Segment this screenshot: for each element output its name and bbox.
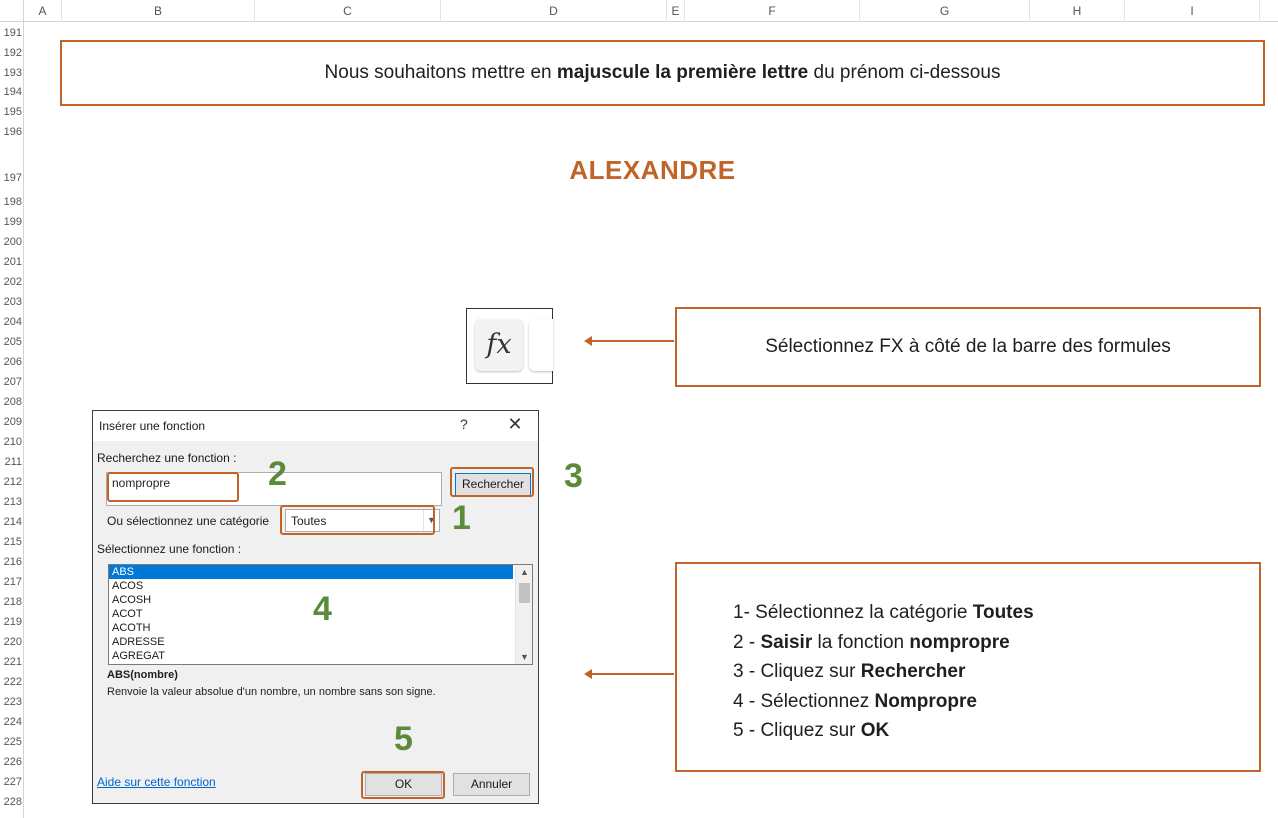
row-number[interactable]: 223 bbox=[3, 696, 22, 708]
row-number[interactable]: 208 bbox=[3, 396, 22, 408]
row-number[interactable]: 200 bbox=[3, 236, 22, 248]
step-text: 4 - Sélectionnez bbox=[733, 690, 875, 712]
row-number[interactable]: 193 bbox=[3, 67, 22, 79]
column-header-c[interactable]: C bbox=[255, 0, 441, 22]
highlight-search-button bbox=[450, 467, 534, 497]
row-number[interactable]: 222 bbox=[3, 676, 22, 688]
search-button[interactable]: Rechercher bbox=[455, 473, 531, 496]
row-number[interactable]: 227 bbox=[3, 776, 22, 788]
step-bold: Nompropre bbox=[874, 690, 977, 712]
column-header-bar bbox=[0, 0, 1278, 22]
close-icon[interactable]: ✕ bbox=[507, 414, 523, 434]
list-item[interactable]: ACOT bbox=[112, 608, 143, 620]
column-header-d[interactable]: D bbox=[441, 0, 667, 22]
step-bold: Toutes bbox=[972, 602, 1034, 623]
scroll-up-icon[interactable]: ▲ bbox=[520, 567, 529, 577]
scroll-down-icon[interactable]: ▼ bbox=[520, 652, 529, 662]
column-header-h[interactable]: H bbox=[1030, 0, 1125, 22]
step-text: 2 - bbox=[733, 631, 761, 653]
search-value: nompropre bbox=[112, 476, 171, 490]
select-all-corner[interactable] bbox=[0, 0, 24, 22]
row-number[interactable]: 216 bbox=[3, 556, 22, 568]
row-number[interactable]: 225 bbox=[3, 736, 22, 748]
ok-button[interactable]: OK bbox=[365, 773, 442, 796]
list-item[interactable]: ACOS bbox=[112, 580, 144, 592]
highlight-search-input bbox=[107, 472, 239, 502]
chevron-down-icon[interactable]: ▼ bbox=[423, 510, 439, 531]
functions-label: Sélectionnez une fonction : bbox=[97, 542, 242, 556]
row-number[interactable]: 191 bbox=[3, 27, 22, 39]
help-icon[interactable]: ? bbox=[460, 416, 468, 432]
step-item bbox=[733, 657, 1034, 687]
steps-box bbox=[675, 562, 1261, 772]
row-number[interactable]: 194 bbox=[3, 86, 22, 98]
arrow-left-icon bbox=[586, 340, 674, 342]
category-label: Ou sélectionnez une catégorie bbox=[107, 514, 270, 528]
row-number[interactable]: 210 bbox=[3, 436, 22, 448]
row-number[interactable]: 204 bbox=[3, 316, 22, 328]
row-number[interactable]: 197 bbox=[3, 172, 22, 184]
steps-list bbox=[733, 598, 1034, 746]
row-number[interactable]: 224 bbox=[3, 716, 22, 728]
step-bold: Saisir bbox=[760, 631, 813, 653]
list-item[interactable]: ACOTH bbox=[112, 622, 151, 634]
row-header-bar bbox=[0, 22, 24, 818]
search-label: Recherchez une fonction : bbox=[97, 451, 237, 465]
row-number[interactable]: 217 bbox=[3, 576, 22, 588]
row-number[interactable]: 201 bbox=[3, 256, 22, 268]
column-header-g[interactable]: G bbox=[860, 0, 1030, 22]
step-text: 3 - Cliquez sur bbox=[733, 661, 861, 682]
fx-note-text: Sélectionnez FX à côté de la barre des formules bbox=[765, 336, 1171, 357]
fx-note-box bbox=[675, 307, 1261, 387]
step-marker-5: 5 bbox=[394, 720, 413, 758]
function-description: Renvoie la valeur absolue d'un nombre, un nombre sans son signe. bbox=[107, 686, 436, 698]
scroll-thumb[interactable] bbox=[519, 583, 530, 603]
row-number[interactable]: 226 bbox=[3, 756, 22, 768]
row-number[interactable]: 211 bbox=[4, 456, 22, 468]
column-header-a[interactable]: A bbox=[24, 0, 62, 22]
help-link[interactable]: Aide sur cette fonction bbox=[97, 775, 216, 789]
row-number[interactable]: 202 bbox=[3, 276, 22, 288]
row-number[interactable]: 209 bbox=[3, 416, 22, 428]
step-text: la fonction bbox=[812, 631, 910, 653]
formula-bar-edge bbox=[529, 319, 553, 371]
category-value: Toutes bbox=[291, 514, 327, 528]
highlight-category-select bbox=[280, 505, 435, 535]
row-number[interactable]: 228 bbox=[3, 796, 22, 808]
step-marker-1: 1 bbox=[452, 499, 471, 537]
row-number[interactable]: 212 bbox=[3, 476, 22, 488]
step-text: 5 - Cliquez sur bbox=[733, 720, 861, 741]
highlight-ok-button bbox=[361, 771, 445, 799]
list-item[interactable]: ACOSH bbox=[112, 594, 152, 606]
list-item[interactable]: ADRESSE bbox=[112, 636, 165, 648]
column-header-b[interactable]: B bbox=[62, 0, 255, 22]
row-number[interactable]: 206 bbox=[3, 356, 22, 368]
name-cell[interactable]: ALEXANDRE bbox=[569, 155, 736, 185]
step-item bbox=[733, 687, 1034, 717]
step-marker-3: 3 bbox=[564, 457, 583, 495]
list-item[interactable]: ABS bbox=[109, 565, 513, 579]
row-number[interactable]: 203 bbox=[3, 296, 22, 308]
intro-part1: Nous souhaitons mettre en bbox=[324, 62, 557, 83]
step-bold: Rechercher bbox=[860, 661, 966, 682]
step-bold: OK bbox=[860, 720, 890, 741]
list-scrollbar[interactable] bbox=[515, 565, 532, 664]
intro-part2: du prénom ci-dessous bbox=[808, 62, 1001, 83]
fx-icon[interactable]: fx bbox=[475, 319, 523, 371]
step-item bbox=[733, 716, 1034, 746]
row-number[interactable]: 214 bbox=[3, 516, 22, 528]
row-number[interactable]: 196 bbox=[3, 126, 22, 138]
list-item[interactable]: AGREGAT bbox=[112, 650, 165, 662]
fx-screenshot bbox=[466, 308, 553, 384]
row-number[interactable]: 205 bbox=[3, 336, 22, 348]
row-number[interactable]: 195 bbox=[3, 106, 22, 118]
function-signature: ABS(nombre) bbox=[107, 669, 178, 681]
step-item bbox=[733, 598, 1034, 628]
row-number[interactable]: 218 bbox=[3, 596, 22, 608]
row-number[interactable]: 207 bbox=[3, 376, 22, 388]
row-number[interactable]: 215 bbox=[3, 536, 22, 548]
step-bold: nompropre bbox=[909, 631, 1010, 653]
step-marker-4: 4 bbox=[313, 590, 332, 628]
row-number[interactable]: 220 bbox=[3, 636, 22, 648]
intro-text bbox=[325, 62, 1001, 84]
column-header-i[interactable]: I bbox=[1125, 0, 1260, 22]
dialog-title: Insérer une fonction bbox=[99, 419, 206, 433]
intro-bold: majuscule la première lettre bbox=[556, 62, 809, 83]
step-item bbox=[733, 628, 1034, 658]
dialog-titlebar bbox=[93, 411, 538, 441]
intro-box bbox=[60, 40, 1265, 106]
row-number[interactable]: 192 bbox=[3, 47, 22, 59]
row-number[interactable]: 198 bbox=[3, 196, 22, 208]
step-text: 1- Sélectionnez la catégorie bbox=[733, 602, 973, 623]
column-header-f[interactable]: F bbox=[685, 0, 860, 22]
step-marker-2: 2 bbox=[268, 455, 287, 493]
cancel-button[interactable]: Annuler bbox=[453, 773, 530, 796]
row-number[interactable]: 199 bbox=[3, 216, 22, 228]
row-number[interactable]: 219 bbox=[3, 616, 22, 628]
arrow-left-icon bbox=[586, 673, 674, 675]
row-number[interactable]: 213 bbox=[3, 496, 22, 508]
column-header-e[interactable]: E bbox=[667, 0, 685, 22]
row-number[interactable]: 221 bbox=[3, 656, 22, 668]
